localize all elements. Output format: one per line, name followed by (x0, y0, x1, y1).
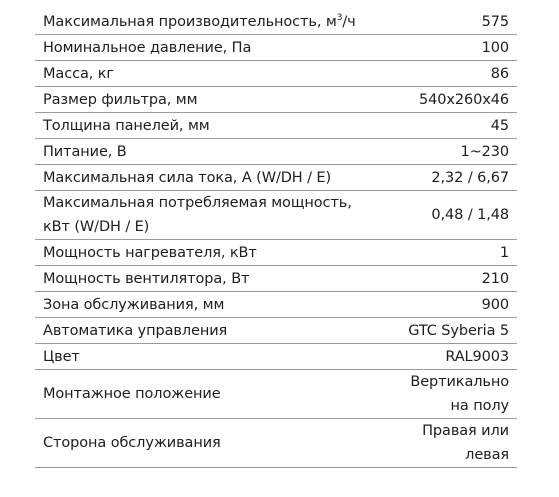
param-label: Мощность вентилятора, Вт (43, 270, 250, 287)
param-value: 86 (490, 65, 509, 82)
param-value: 45 (490, 117, 509, 134)
param-label: Максимальная сила тока, А (W/DH / E) (43, 169, 332, 186)
param-value: 575 (481, 13, 509, 30)
table-row (35, 191, 517, 240)
param-label: Цвет (43, 348, 80, 365)
table-row (35, 35, 517, 61)
table-row (35, 240, 517, 266)
param-value: 540x260x46 (419, 91, 509, 108)
table-row (35, 318, 517, 344)
param-label: Толщина панелей, мм (43, 117, 210, 134)
param-label: Монтажное положение (43, 386, 221, 402)
table-row (35, 113, 517, 139)
param-value: Правая или левая (422, 423, 509, 463)
table-row (35, 370, 517, 419)
table-row (35, 292, 517, 318)
table-row (35, 9, 517, 35)
param-value: 1~230 (460, 143, 509, 160)
table-row (35, 419, 517, 468)
param-value: 900 (481, 296, 509, 313)
param-value: 100 (481, 39, 509, 56)
param-label: Мощность нагревателя, кВт (43, 244, 257, 261)
param-value: 0,48 / 1,48 (431, 207, 509, 223)
table-row (35, 165, 517, 191)
param-value: Вертикально на полу (410, 374, 509, 414)
param-value: 1 (499, 244, 509, 261)
param-label: Зона обслуживания, мм (43, 296, 225, 313)
param-label: Масса, кг (43, 65, 114, 82)
table-row (35, 266, 517, 292)
param-label: Питание, В (43, 143, 127, 160)
specifications-table (35, 9, 517, 468)
table-row (35, 139, 517, 165)
param-label: Сторона обслуживания (43, 435, 221, 451)
param-label: Автоматика управления (43, 322, 228, 339)
table-row (35, 61, 517, 87)
param-value: 210 (481, 270, 509, 287)
param-value: RAL9003 (445, 348, 509, 365)
param-label: Максимальная производительность, $м^3/ч$ (43, 12, 356, 30)
param-label: Размер фильтра, мм (43, 91, 198, 108)
table-row (35, 344, 517, 370)
param-value: GTC Syberia 5 (408, 322, 509, 339)
param-value: 2,32 / 6,67 (431, 169, 509, 186)
param-label: Максимальная потребляемая мощность, кВт (W/DH / E) (43, 195, 352, 235)
table-row (35, 87, 517, 113)
param-label: Номинальное давление, Па (43, 39, 252, 56)
